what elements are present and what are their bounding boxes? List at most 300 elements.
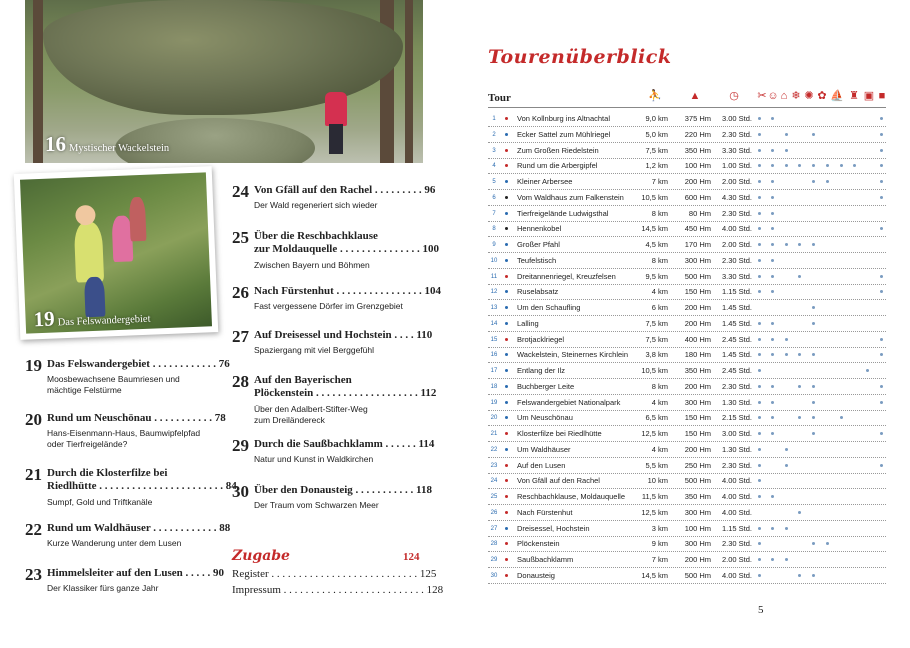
feature-mark bbox=[880, 401, 883, 404]
tour-duration: 2.00 Std. bbox=[721, 177, 752, 186]
table-row[interactable] bbox=[488, 158, 886, 174]
feature-mark bbox=[840, 416, 843, 419]
zugabe-page: 124 bbox=[403, 551, 420, 563]
feature-mark bbox=[880, 290, 883, 293]
feature-mark bbox=[758, 164, 761, 167]
toc-entry-subtitle: Moosbewachsene Baumriesen und bbox=[47, 374, 180, 384]
feature-mark bbox=[758, 558, 761, 561]
tour-distance: 8 km bbox=[651, 208, 668, 218]
feature-mark bbox=[758, 448, 761, 451]
tour-duration: 2.30 Std. bbox=[721, 255, 752, 265]
tour-distance: 14,5 km bbox=[641, 224, 668, 234]
toc-entry-subtitle: Der Klassiker fürs ganze Jahr bbox=[47, 583, 159, 593]
tour-elevation: 450 Hm bbox=[684, 224, 711, 234]
tour-distance: 9,5 km bbox=[645, 271, 668, 281]
toc-entry-title: Auf Dreisessel und Hochstein . . . . 110 bbox=[254, 329, 433, 341]
tour-elevation: 375 Hm bbox=[684, 114, 711, 123]
tour-name: Um Waldhäuser bbox=[517, 444, 571, 454]
tour-number: 14 bbox=[490, 320, 498, 327]
toc-entry-title: Durch die Saußbachklamm . . . . . . 114 bbox=[254, 438, 435, 450]
toc-entry-number: 28 bbox=[232, 372, 249, 391]
tour-number: 29 bbox=[490, 557, 498, 563]
overview-title: Tourenüberblick bbox=[488, 46, 672, 68]
feature-mark bbox=[880, 353, 883, 356]
family-hike-icon: ⛹ bbox=[648, 90, 662, 102]
tour-elevation: 200 Hm bbox=[684, 303, 711, 312]
tour-name: Vom Waldhaus zum Falkenstein bbox=[517, 192, 624, 202]
table-row[interactable] bbox=[488, 473, 886, 489]
feature-mark bbox=[771, 117, 774, 120]
tour-number: 16 bbox=[490, 352, 498, 359]
tour-distance: 5,0 km bbox=[645, 129, 668, 139]
feature-mark bbox=[758, 385, 761, 388]
feature-mark bbox=[880, 464, 883, 467]
table-row[interactable] bbox=[488, 458, 886, 474]
difficulty-dot bbox=[505, 432, 508, 435]
feature-mark bbox=[771, 322, 774, 325]
tour-elevation: 150 Hm bbox=[684, 413, 711, 423]
tour-number: 15 bbox=[490, 336, 498, 343]
feature-mark bbox=[812, 180, 815, 183]
feature-mark bbox=[880, 180, 883, 183]
tour-number: 27 bbox=[490, 525, 498, 532]
row-divider bbox=[488, 583, 886, 584]
difficulty-dot bbox=[505, 149, 508, 152]
caption-text: Das Felswandergebiet bbox=[57, 313, 151, 329]
building-icon: ⌂ bbox=[780, 90, 788, 102]
tour-number: 8 bbox=[492, 226, 496, 233]
tour-number: 7 bbox=[492, 210, 496, 217]
toc-register[interactable]: Register . . . . . . . . . . . . . . . . . . . . . . . . . . . 125 bbox=[232, 568, 437, 580]
tour-duration: 1.15 Std. bbox=[721, 523, 752, 533]
feature-mark bbox=[812, 353, 815, 356]
table-row[interactable] bbox=[488, 332, 886, 348]
feature-mark bbox=[785, 558, 788, 561]
feature-mark bbox=[880, 432, 883, 435]
feature-mark bbox=[812, 385, 815, 388]
table-row[interactable] bbox=[488, 410, 886, 426]
tour-duration: 2.45 Std. bbox=[721, 366, 752, 375]
table-row[interactable] bbox=[488, 174, 886, 190]
table-row[interactable] bbox=[488, 536, 886, 552]
tour-distance: 8 km bbox=[651, 381, 668, 391]
toc-entry-subtitle: Hans-Eisenmann-Haus, Baumwipfelpfad bbox=[47, 428, 201, 438]
tour-number: 10 bbox=[490, 257, 498, 264]
toc-entry-title-cont: Plöckenstein . . . . . . . . . . . . . . . . . . . 112 bbox=[254, 387, 437, 399]
feature-mark bbox=[771, 416, 774, 419]
feature-mark bbox=[758, 401, 761, 404]
feature-mark bbox=[798, 416, 801, 419]
feature-mark bbox=[771, 338, 774, 341]
tour-duration: 4.00 Std. bbox=[721, 224, 752, 234]
feature-mark bbox=[758, 527, 761, 530]
feature-mark bbox=[758, 369, 761, 372]
toc-entry-subtitle: Zwischen Bayern und Böhmen bbox=[254, 260, 370, 270]
difficulty-dot bbox=[505, 322, 508, 325]
toc-entry-title-cont: zur Moldauquelle . . . . . . . . . . . . . . . 100 bbox=[254, 243, 439, 255]
tour-duration: 1.45 Std. bbox=[721, 303, 752, 312]
feature-mark bbox=[758, 432, 761, 435]
feature-mark bbox=[785, 353, 788, 356]
toc-entry-title: Über die Reschbachklause bbox=[254, 230, 378, 242]
toc-entry-title: Rund um Neuschönau . . . . . . . . . . . 78 bbox=[47, 412, 226, 424]
table-row[interactable] bbox=[488, 127, 886, 143]
tour-distance: 9,0 km bbox=[645, 114, 668, 123]
difficulty-dot bbox=[505, 479, 508, 482]
feature-mark bbox=[771, 149, 774, 152]
feature-mark bbox=[880, 275, 883, 278]
feature-mark bbox=[771, 401, 774, 404]
tour-distance: 1,2 km bbox=[645, 161, 668, 171]
photo-caption bbox=[33, 303, 151, 333]
felswandergebiet-photo bbox=[14, 166, 219, 340]
tour-distance: 6,5 km bbox=[645, 413, 668, 423]
toc-entry-subtitle: Der Traum vom Schwarzen Meer bbox=[254, 500, 379, 510]
feature-mark bbox=[880, 149, 883, 152]
feature-mark bbox=[826, 180, 829, 183]
toc-entry-subtitle: Der Wald regeneriert sich wieder bbox=[254, 200, 378, 210]
feature-mark bbox=[758, 227, 761, 230]
table-row[interactable] bbox=[488, 111, 886, 127]
table-row[interactable] bbox=[488, 552, 886, 568]
table-row[interactable] bbox=[488, 568, 886, 584]
tour-elevation: 300 Hm bbox=[684, 507, 711, 517]
toc-entry-subtitle: Sumpf, Gold und Triftkanäle bbox=[47, 497, 153, 507]
table-row[interactable] bbox=[488, 521, 886, 537]
feature-mark bbox=[812, 432, 815, 435]
difficulty-dot bbox=[505, 275, 508, 278]
tour-elevation: 100 Hm bbox=[684, 161, 711, 171]
tour-elevation: 150 Hm bbox=[684, 429, 711, 438]
feature-mark bbox=[880, 338, 883, 341]
feature-mark bbox=[758, 322, 761, 325]
tour-name: Ruselabsatz bbox=[517, 287, 559, 297]
toc-entry-title: Das Felswandergebiet . . . . . . . . . . . . 76 bbox=[47, 358, 230, 370]
tour-number: 11 bbox=[490, 273, 498, 280]
boulder bbox=[43, 0, 403, 115]
tour-number: 12 bbox=[490, 289, 498, 296]
tour-distance: 4 km bbox=[651, 444, 668, 454]
caption-text: Mystischer Wackelstein bbox=[69, 143, 170, 154]
tour-elevation: 500 Hm bbox=[684, 271, 711, 281]
feature-mark bbox=[798, 353, 801, 356]
tour-name: Großer Pfahl bbox=[517, 240, 560, 249]
tour-distance: 4 km bbox=[651, 287, 668, 297]
difficulty-dot bbox=[505, 527, 508, 530]
toc-entry-number: 22 bbox=[25, 520, 42, 539]
tour-duration: 1.30 Std. bbox=[721, 444, 752, 454]
difficulty-dot bbox=[505, 464, 508, 467]
tour-distance: 11,5 km bbox=[641, 492, 668, 501]
tour-number: 4 bbox=[492, 163, 496, 170]
toc-entry-subtitle: Fast vergessene Dörfer im Grenzgebiet bbox=[254, 301, 403, 311]
tour-elevation: 350 Hm bbox=[684, 366, 711, 375]
tour-number: 25 bbox=[490, 494, 498, 500]
table-row[interactable] bbox=[488, 316, 886, 332]
table-row[interactable] bbox=[488, 379, 886, 395]
tour-number: 30 bbox=[490, 572, 498, 579]
feature-mark bbox=[880, 164, 883, 167]
feature-mark bbox=[771, 290, 774, 293]
feature-mark bbox=[812, 133, 815, 136]
tour-number: 18 bbox=[490, 383, 498, 390]
tour-elevation: 220 Hm bbox=[684, 129, 711, 139]
feature-mark bbox=[812, 542, 815, 545]
toc-entry-title: Von Gfäll auf den Rachel . . . . . . . . . 96 bbox=[254, 184, 436, 196]
difficulty-dot bbox=[505, 290, 508, 293]
tour-duration: 4.00 Std. bbox=[721, 570, 752, 580]
feature-mark bbox=[771, 353, 774, 356]
difficulty-dot bbox=[505, 117, 508, 120]
tour-number: 20 bbox=[490, 415, 498, 422]
wackelstein-photo bbox=[25, 0, 423, 163]
page-number: 5 bbox=[758, 604, 764, 616]
toc-entry-subtitle: Über den Adalbert-Stifter-Weg bbox=[254, 404, 368, 414]
tour-number: 3 bbox=[492, 147, 496, 154]
tour-duration: 3.00 Std. bbox=[721, 429, 752, 438]
tree-trunk bbox=[33, 0, 43, 163]
toc-entry-number: 30 bbox=[232, 482, 249, 501]
tour-distance: 7,5 km bbox=[645, 334, 668, 344]
toc-entry-subtitle: oder Tierfreigelände? bbox=[47, 439, 128, 449]
tour-name: Kleiner Arbersee bbox=[517, 177, 573, 186]
feature-mark bbox=[771, 227, 774, 230]
tour-name: Teufelstisch bbox=[517, 255, 557, 265]
feature-mark bbox=[798, 275, 801, 278]
smiley-icon: ☺ bbox=[767, 90, 779, 102]
feature-mark bbox=[758, 416, 761, 419]
tour-elevation: 500 Hm bbox=[684, 570, 711, 580]
feature-mark bbox=[853, 164, 856, 167]
feature-mark bbox=[758, 133, 761, 136]
tour-duration: 1.30 Std. bbox=[721, 397, 752, 407]
feature-mark bbox=[880, 227, 883, 230]
tour-number: 2 bbox=[492, 131, 496, 138]
tour-name: Buchberger Leite bbox=[517, 381, 575, 391]
tour-name: Ecker Sattel zum Mühlriegel bbox=[517, 129, 611, 139]
tour-distance: 3 km bbox=[651, 523, 668, 533]
table-row[interactable] bbox=[488, 237, 886, 253]
feature-mark bbox=[826, 164, 829, 167]
mountain-icon: ▲ bbox=[689, 90, 701, 102]
table-row[interactable] bbox=[488, 206, 886, 222]
toc-entry-number: 27 bbox=[232, 327, 249, 346]
table-row[interactable] bbox=[488, 395, 886, 411]
table-row[interactable] bbox=[488, 363, 886, 379]
feature-mark bbox=[758, 275, 761, 278]
tour-distance: 9 km bbox=[651, 539, 668, 549]
tour-number: 5 bbox=[492, 179, 496, 185]
difficulty-dot bbox=[505, 401, 508, 404]
feature-mark bbox=[758, 338, 761, 341]
difficulty-dot bbox=[505, 385, 508, 388]
feature-mark bbox=[758, 353, 761, 356]
tour-distance: 5,5 km bbox=[645, 460, 668, 470]
feature-mark bbox=[880, 133, 883, 136]
tour-number: 1 bbox=[492, 116, 496, 122]
feature-mark bbox=[798, 164, 801, 167]
feature-mark bbox=[785, 164, 788, 167]
table-row[interactable] bbox=[488, 426, 886, 442]
feature-mark bbox=[771, 527, 774, 530]
tour-elevation: 400 Hm bbox=[684, 334, 711, 344]
tools-icon: ✂ bbox=[757, 90, 767, 102]
feature-mark bbox=[771, 385, 774, 388]
tour-distance: 3,8 km bbox=[645, 350, 668, 360]
tour-distance: 10,5 km bbox=[641, 192, 668, 202]
zugabe-heading: Zugabe bbox=[232, 548, 290, 564]
feature-mark bbox=[798, 243, 801, 246]
tour-duration: 4.00 Std. bbox=[721, 476, 752, 486]
tour-elevation: 300 Hm bbox=[684, 397, 711, 407]
toc-entry-title: Durch die Klosterfilze bei bbox=[47, 467, 168, 479]
toc-entry-subtitle: Spaziergang mit viel Berggefühl bbox=[254, 345, 375, 355]
feature-mark bbox=[798, 385, 801, 388]
tour-elevation: 200 Hm bbox=[684, 381, 711, 391]
tour-elevation: 600 Hm bbox=[684, 192, 711, 202]
tour-elevation: 150 Hm bbox=[684, 287, 711, 297]
table-row[interactable] bbox=[488, 505, 886, 521]
tour-name: Tierfreigelände Ludwigsthal bbox=[517, 208, 609, 218]
feature-mark bbox=[798, 511, 801, 514]
monument-icon: ♜ bbox=[849, 90, 859, 102]
table-row[interactable] bbox=[488, 284, 886, 300]
feature-mark bbox=[771, 259, 774, 262]
difficulty-dot bbox=[505, 542, 508, 545]
tour-name: Hennenkobel bbox=[517, 224, 562, 234]
difficulty-dot bbox=[505, 164, 508, 167]
tour-number: 22 bbox=[490, 446, 498, 453]
tour-elevation: 300 Hm bbox=[684, 539, 711, 549]
tour-duration: 2.30 Std. bbox=[721, 539, 752, 549]
tour-duration: 1.45 Std. bbox=[721, 318, 752, 328]
feature-mark bbox=[771, 432, 774, 435]
feature-mark bbox=[880, 196, 883, 199]
hiker-figure-legs bbox=[329, 124, 343, 154]
tour-duration: 2.00 Std. bbox=[721, 240, 752, 249]
tour-elevation: 250 Hm bbox=[684, 460, 711, 470]
toc-entry-title: Himmelsleiter auf den Lusen . . . . . 90 bbox=[47, 567, 225, 579]
flower-icon: ✿ bbox=[817, 90, 827, 102]
table-row[interactable] bbox=[488, 143, 886, 159]
difficulty-dot bbox=[505, 196, 508, 199]
difficulty-dot bbox=[505, 259, 508, 262]
tour-name: Entlang der Ilz bbox=[517, 366, 565, 375]
tour-number: 28 bbox=[490, 541, 498, 548]
sun-icon: ✺ bbox=[804, 90, 814, 102]
tour-elevation: 350 Hm bbox=[684, 492, 711, 501]
caption-number: 19 bbox=[33, 306, 56, 332]
tour-distance: 12,5 km bbox=[641, 429, 668, 438]
adult-figure bbox=[129, 197, 147, 242]
tour-duration: 3.30 Std. bbox=[721, 271, 752, 281]
tour-distance: 7 km bbox=[651, 177, 668, 186]
feature-mark bbox=[798, 574, 801, 577]
photo-caption bbox=[45, 132, 169, 157]
tour-name: Von Kollnburg ins Altnachtal bbox=[517, 114, 610, 123]
tour-duration: 2.00 Std. bbox=[721, 555, 752, 564]
toc-entry-number: 20 bbox=[25, 410, 42, 429]
table-row[interactable] bbox=[488, 269, 886, 285]
tour-name: Saußbachklamm bbox=[517, 555, 574, 564]
tour-duration: 4.30 Std. bbox=[721, 192, 752, 202]
bus-icon: ■ bbox=[878, 90, 886, 102]
tour-elevation: 350 Hm bbox=[684, 145, 711, 155]
tour-duration: 3.30 Std. bbox=[721, 145, 752, 155]
feature-mark bbox=[771, 196, 774, 199]
feature-mark bbox=[812, 322, 815, 325]
feature-mark bbox=[758, 290, 761, 293]
tour-elevation: 80 Hm bbox=[688, 208, 711, 218]
table-row[interactable] bbox=[488, 253, 886, 269]
toc-impressum[interactable]: Impressum . . . . . . . . . . . . . . . . . . . . . . . . . . 128 bbox=[232, 584, 444, 596]
tour-distance: 14,5 km bbox=[641, 570, 668, 580]
tree-trunk bbox=[405, 0, 413, 163]
toc-entry-subtitle: mächtige Felstürme bbox=[47, 385, 122, 395]
tour-number: 26 bbox=[490, 509, 498, 516]
difficulty-dot bbox=[505, 495, 508, 498]
toc-entry-number: 25 bbox=[232, 228, 249, 247]
tour-distance: 10,5 km bbox=[641, 366, 668, 375]
toc-entry-number: 24 bbox=[232, 182, 249, 201]
table-row[interactable] bbox=[488, 300, 886, 316]
tour-distance: 7,5 km bbox=[645, 318, 668, 328]
feature-mark bbox=[758, 180, 761, 183]
tour-name: Von Gfäll auf den Rachel bbox=[517, 476, 600, 486]
toc-entry-title: Über den Donausteig . . . . . . . . . . . 118 bbox=[254, 484, 432, 496]
feature-mark bbox=[758, 479, 761, 482]
table-header-rule bbox=[488, 107, 886, 108]
feature-mark bbox=[758, 117, 761, 120]
feature-mark bbox=[771, 180, 774, 183]
tour-distance: 7,5 km bbox=[645, 145, 668, 155]
difficulty-dot bbox=[505, 416, 508, 419]
tour-number: 23 bbox=[490, 462, 498, 469]
tour-distance: 8 km bbox=[651, 255, 668, 265]
feature-mark bbox=[771, 558, 774, 561]
feature-mark bbox=[771, 164, 774, 167]
tour-duration: 4.00 Std. bbox=[721, 492, 752, 501]
feature-mark bbox=[812, 416, 815, 419]
tour-elevation: 200 Hm bbox=[684, 444, 711, 454]
feature-mark bbox=[758, 243, 761, 246]
feature-mark bbox=[880, 117, 883, 120]
difficulty-dot bbox=[505, 180, 508, 183]
table-row[interactable] bbox=[488, 190, 886, 206]
difficulty-dot bbox=[505, 558, 508, 561]
table-row[interactable] bbox=[488, 442, 886, 458]
feature-mark bbox=[771, 275, 774, 278]
toc-entry-number: 21 bbox=[25, 465, 42, 484]
difficulty-dot bbox=[505, 243, 508, 246]
tour-number: 13 bbox=[490, 305, 498, 311]
table-row[interactable] bbox=[488, 489, 886, 505]
feature-mark bbox=[812, 306, 815, 309]
toc-entry-title: Auf den Bayerischen bbox=[254, 374, 352, 386]
tour-duration: 1.15 Std. bbox=[721, 287, 752, 297]
feature-mark bbox=[785, 464, 788, 467]
tour-name: Plöckenstein bbox=[517, 539, 560, 549]
difficulty-dot bbox=[505, 227, 508, 230]
tour-name: Auf den Lusen bbox=[517, 460, 566, 470]
tour-duration: 2.30 Std. bbox=[721, 460, 752, 470]
table-row[interactable] bbox=[488, 347, 886, 363]
tour-number: 17 bbox=[490, 368, 498, 374]
table-row[interactable] bbox=[488, 221, 886, 237]
toc-entry-title-cont: Riedlhütte . . . . . . . . . . . . . . . . . . . . . . . 84 bbox=[47, 480, 237, 492]
difficulty-dot bbox=[505, 212, 508, 215]
tour-name: Dreisessel, Hochstein bbox=[517, 523, 590, 533]
